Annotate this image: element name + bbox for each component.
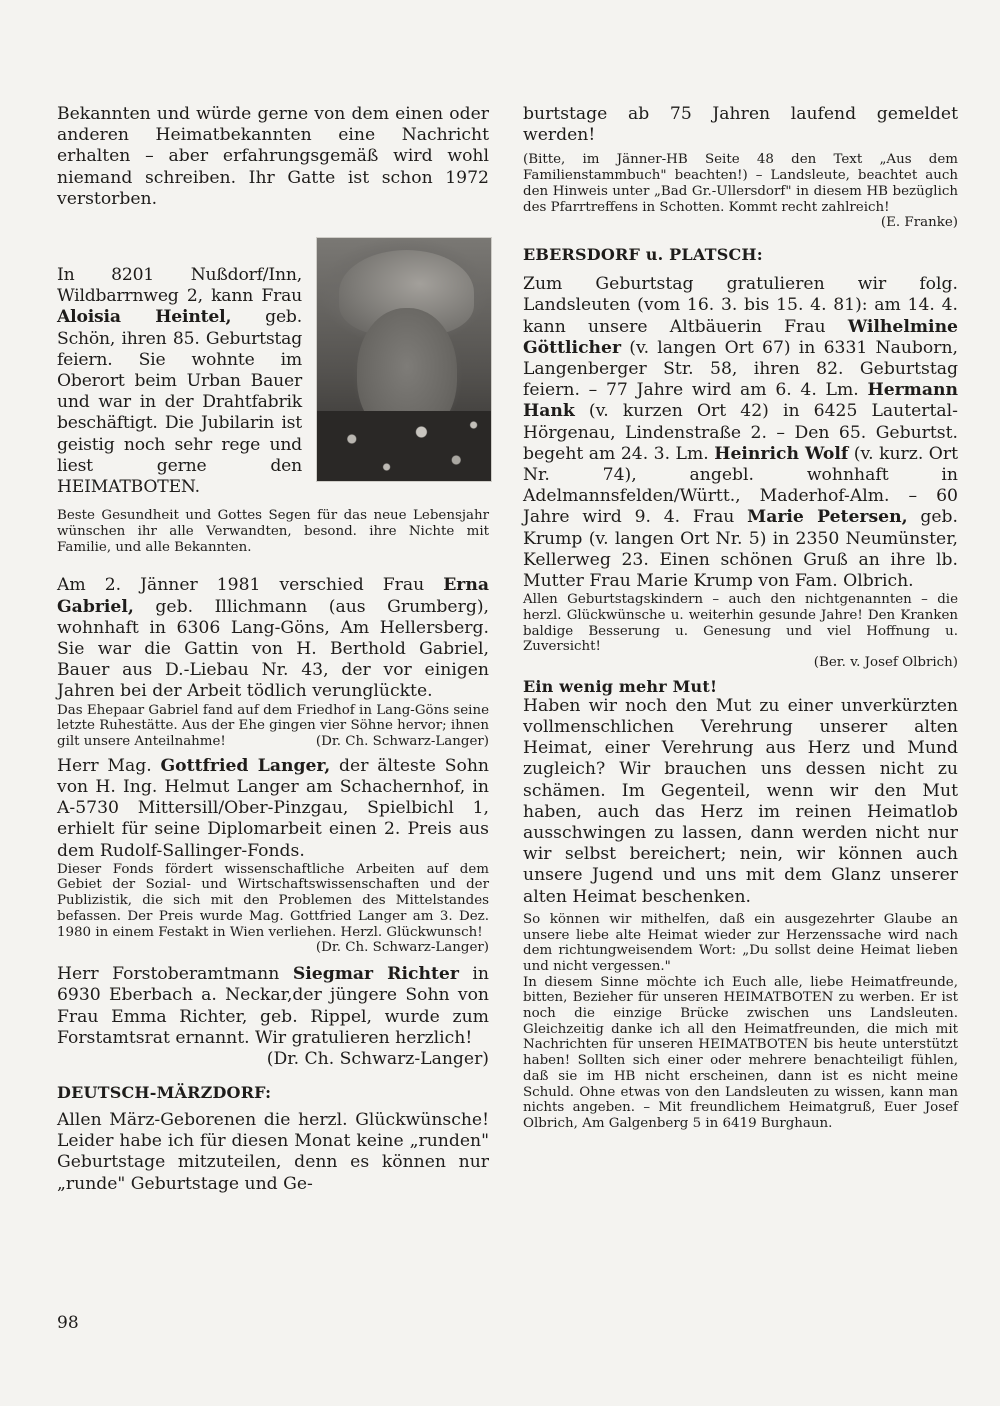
mut-note-1: So können wir mithelfen, daß ein ausgezehrter Glaube an unsere liebe alte Heimat wieder zur Herzenssache wird nach dem richtungweisendem Wort: „Du sollst deine Heimat lieben und nicht vergessen." [523, 911, 958, 974]
richter-article [57, 964, 490, 1070]
section-heading: EBERSDORF u. PLATSCH: [523, 245, 763, 265]
person-name: Marie Petersen, [747, 507, 908, 528]
portrait-photo [316, 237, 492, 482]
person-name: Aloisia Heintel, [57, 307, 232, 328]
person-name: Hermann Hank [523, 380, 958, 422]
langer-note: Dieser Fonds fördert wissenschaftliche Arbeiten auf dem Gebiet der Sozial- und Wirtschaftswissenschaften und der Publizistik, die sich mit den Problemen des Mittelstandes befassen. Der Preis wurde Mag. Gottfried Langer am 3. Dez. 1980 in einem Festakt in Wien verliehen. Herzl. Glückwunsch! (Dr. Ch. Schwarz-Langer) [57, 861, 489, 956]
person-name: Heinrich Wolf [714, 443, 849, 464]
person-name: Erna Gabriel, [57, 575, 489, 617]
continuation-text: burtstage ab 75 Jahren laufend gemeldet werden! [523, 104, 958, 146]
signature: (Dr. Ch. Schwarz-Langer) [266, 1049, 489, 1070]
langer-text: Herr Mag. Gottfried Langer, der älteste Sohn von H. Ing. Helmut Langer am Schachernhof, in A-5730 Mittersill/Ober-Pinzgau, Spielbichl 1, erhielt für seine Diplomarbeit einen 2. Preis aus dem Rudolf-Sallinger-Fonds. [57, 755, 489, 861]
ebersdorf-text: Zum Geburtstag gratulieren wir folg. Landsleuten (vom 16. 3. bis 15. 4. 81): am 14. 4. kann unsere Altbäuerin Frau Wilhelmine Göttlicher (v. langen Ort 67) in 6331 Nauborn, Langenberger Str. 58, ihren 82. Geburtstag feiern. – 77 Jahre wird am 6. 4. Lm. Hermann Hank (v. kurzen Ort 42) in 6425 Lautertal-Hörgenau, Lindenstraße 2. – Den 65. Geburtst. begeht am 24. 3. Lm. Heinrich Wolf (v. kurz. Ort Nr. 74), angebl. wohnhaft in Adelmannsfelden/Württ., Maderhof-Alm. – 60 Jahre wird 9. 4. Frau Marie Petersen, geb. Krump (v. langen Ort Nr. 5) in 2350 Neumünster, Kellerweg 23. Einen schönen Gruß an ihre lb. Mutter Frau Marie Krump von Fam. Olbrich. [523, 274, 958, 592]
gabriel-note: Das Ehepaar Gabriel fand auf dem Friedhof in Lang-Göns seine letzte Ruhestätte. Aus der Ehe gingen vier Söhne hervor; ihnen gilt unsere Anteilnahme! (Dr. Ch. Schwarz-Langer) [57, 702, 489, 749]
mut-note-2: In diesem Sinne möchte ich Euch alle, liebe Heimatfreunde, bitten, Bezieher für unseren HEIMATBOTEN zu werben. Er ist noch die einzige Brücke zwischen uns Landsleuten. Gleichzeitig danke ich all den Heimatfreunden, die mich mit Nachrichten für unseren HEIMATBOTEN bis heute unterstützt haben! Sollten sich einer oder mehrere benachteiligt fühlen, daß sie im HB nicht erscheinen, dann ist es nicht meine Schuld. Ohne etwas von den Landsleuten zu wissen, kann man nichts angeben. – Mit freundlichem Heimatgruß, Euer Josef Olbrich, Am Galgenberg 5 in 6419 Burghaun. [523, 974, 958, 1131]
heintel-wishes: Beste Gesundheit und Gottes Segen für das neue Lebensjahr wünschen ihr alle Verwandten, besond. ihre Nichte mit Familie, und alle Bekannten. [57, 508, 489, 555]
ebersdorf-wishes: Allen Geburtstagskindern – auch den nichtgenannten – die herzl. Glückwünsche u. weiterhin gesunde Jahre! Den Kranken baldige Besserung u. Genesung und viel Hoffnung u. Zuversicht! [523, 592, 958, 655]
page-number: 98 [57, 1313, 79, 1333]
person-name: Gottfried Langer, [160, 755, 331, 776]
gabriel-text: Am 2. Jänner 1981 verschied Frau Erna Gabriel, geb. Illichmann (aus Grumberg), wohnhaft in 6306 Lang-Göns, Am Hellersberg. Sie war die Gattin von H. Berthold Gabriel, Bauer aus D.-Liebau Nr. 43, der vor einigen Jahren bei der Arbeit tödlich verunglückte. [57, 575, 489, 702]
richter-text: Herr Forstoberamtmann Siegmar Richter in 6930 Eberbach a. Neckar,der jüngere Sohn von Frau Emma Richter, geb. Rippel, wurde zum Forstamtsrat ernannt. Wir gratulieren herzlich! (Dr. Ch. Schwarz-Langer) [57, 964, 490, 1070]
signature: (Ber. v. Josef Olbrich) [813, 655, 958, 671]
right-column [523, 100, 958, 1132]
ebersdorf-section [523, 245, 958, 671]
person-name: Siegmar Richter [292, 964, 459, 985]
signature: (Dr. Ch. Schwarz-Langer) [315, 940, 489, 956]
maerzdorf-section [57, 1083, 489, 1195]
section-heading: Ein wenig mehr Mut! [523, 676, 718, 696]
photo-dress [317, 411, 491, 481]
section-heading: DEUTSCH-MÄRZDORF: [57, 1083, 272, 1103]
heintel-text: In 8201 Nußdorf/Inn, Wildbarrnweg 2, kann Frau Aloisia Heintel, geb. Schön, ihren 85. Geburtstag feiern. Sie wohnte im Oberort beim Urban Bauer und war in der Drahtfabrik beschäftigt. Die Jubilarin ist geistig noch sehr rege und liest gerne den HEIMATBOTEN. [57, 265, 302, 498]
gabriel-article [57, 575, 489, 749]
maerzdorf-text: Allen März-Geborenen die herzl. Glückwünsche! Leider habe ich für diesen Monat keine „runden" Geburtstage mitzuteilen, denn es können nur „runde" Geburtstage und Ge- [57, 1110, 489, 1194]
mut-section [523, 677, 958, 1132]
signature: (E. Franke) [880, 215, 958, 231]
signature: (Dr. Ch. Schwarz-Langer) [315, 733, 489, 749]
langer-article [57, 755, 489, 956]
intro-paragraph: Bekannten und würde gerne von dem einen oder anderen Heimatbekannten eine Nachricht erhalten – aber erfahrungsgemäß wird wohl niemand schreiben. Ihr Gatte ist schon 1972 verstorben. [57, 104, 489, 209]
mut-text: Haben wir noch den Mut zu einer unverkürzten vollmenschlichen Verehrung unserer alten Heimat, einer Verehrung aus Herz und Mund zugleich? Wir brauchen uns dessen nicht zu schämen. Im Gegenteil, wenn wir den Mut haben, auch das Herz im reinen Heimatlob ausschwingen zu lassen, dann werden nicht nur wir selbst bereichert; nein, wir können auch unsere Jugend und uns mit dem Glanz unserer alten Heimat beschenken. [523, 695, 958, 907]
person-name: Wilhelmine Göttlicher [523, 316, 958, 358]
heintel-article [57, 265, 302, 498]
franke-note: (Bitte, im Jänner-HB Seite 48 den Text „Aus dem Familienstammbuch" beachten!) – Landsleute, beachtet auch den Hinweis unter „Bad Gr.-Ullersdorf" in diesem HB bezüglich des Pfarrtreffens in Schotten. Kommt recht zahlreich! (E. Franke) [523, 152, 958, 231]
